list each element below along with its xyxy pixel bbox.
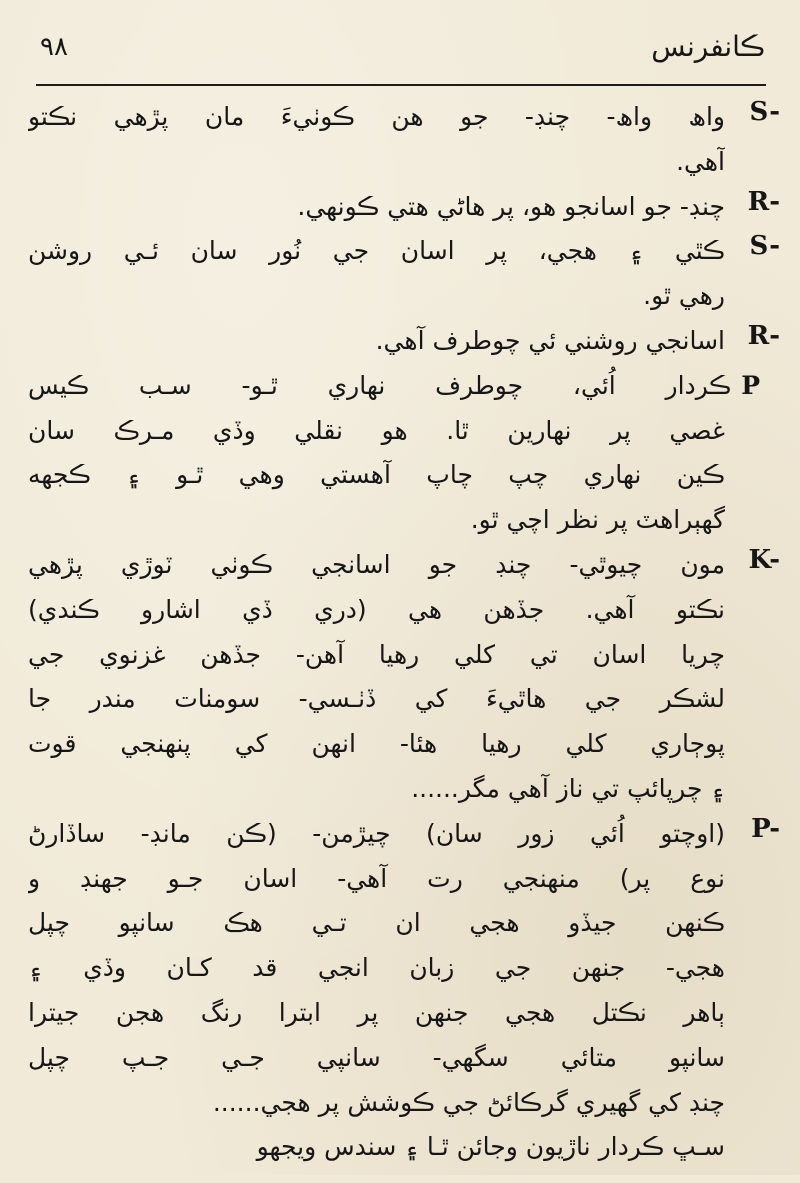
dialogue-text-content: لشڪر جي هاٿيءَ کي ڏٺـسي- سومنات مندر جا (28, 684, 725, 714)
speaker-label: K- (748, 545, 780, 575)
dialogue-text-content: ۽ چرپائپ تي ناز آهي مگر...... (411, 774, 725, 803)
dialogue-text (28, 859, 725, 899)
dialogue-text-content: چنڊ کي گهيري گرڪائڻ جي ڪوشش پر هجي...... (212, 1087, 725, 1117)
dialogue-text-content: اسانجي روشني ئي چوطرف آهي. (375, 326, 725, 355)
dialogue-text-content: گهٻراهٽ پر نظر اچي ٿو. (470, 505, 725, 535)
dialogue-text (28, 724, 725, 764)
dialogue-text (28, 500, 725, 540)
dialogue-text (28, 545, 725, 585)
header-rule (36, 84, 766, 86)
dialogue-text (28, 590, 725, 630)
dialogue-text-content: (اوچتو اُئي زور سان) چيڙمن- (ڪن مانڊ- ساڏارڻ (28, 818, 725, 848)
dialogue-text (28, 187, 725, 227)
dialogue-text-content: چريا اسان تي کلي رهيا آهن- جڏهن غزنوي جي (28, 639, 725, 669)
speaker-marker: P (741, 370, 760, 400)
dialogue-text-content: ٻاهر نڪتل هجي جنهن پر ابترا رنگ هجن جيترا (28, 998, 725, 1027)
dialogue-text (28, 1083, 725, 1123)
dialogue-text-content: غصي پر نهارين ٿا. هو نقلي وڏي مـرڪ سان (28, 415, 725, 445)
dialogue-text (28, 276, 725, 316)
dialogue-text-content: سانپو متائي سگهي- سانپي جـي جـپ چپل (28, 1042, 725, 1072)
dialogue-text (28, 142, 725, 182)
dialogue-text-content: پوڄاري کلي رهيا هئا- انهن کي پنهنجي قوت (28, 729, 725, 759)
page-number: ٩٨ (40, 32, 68, 62)
dialogue-text-content: آهي. (676, 146, 725, 176)
dialogue-text-content: نوع پر) منهنجي رت آهي- اسان جـو جهنڊ و (28, 863, 725, 893)
dialogue-text (28, 948, 725, 988)
dialogue-text (28, 1127, 725, 1167)
speaker-label: R- (747, 186, 780, 217)
dialogue-text (28, 455, 725, 495)
dialogue-text-content: ڪنهن جيڏو هجي ان تـي هڪ سانپو چپل (28, 908, 725, 938)
running-title: ڪانفرنس (651, 30, 765, 63)
dialogue-text-content: هجي- جنهن جي زبان انجي قد کـان وڏي ۽ (28, 953, 725, 983)
speaker-label: S- (749, 97, 780, 127)
dialogue-text (28, 814, 725, 854)
dialogue-text-content: سـڀ ڪردار ناڙيون وجائن ٿـا ۽ سندس ويجهو (256, 1132, 725, 1162)
dialogue-text-content: چنڊ- جو اسانجو هو، پر هاڻي هتي ڪونهي. (297, 191, 725, 221)
dialogue-text (28, 903, 725, 943)
dialogue-text (28, 769, 725, 809)
dialogue-text-content: ڪٿي ۽ هجي، پر اسان جي نُور سان ئـي روشن (28, 236, 725, 266)
speaker-label: R- (747, 321, 780, 351)
dialogue-text (28, 635, 725, 675)
page-header (40, 28, 765, 78)
speaker-label: P- (751, 813, 780, 844)
dialogue-text-content: رهي ٿو. (643, 281, 725, 311)
dialogue-text (28, 1038, 725, 1078)
dialogue-text (28, 321, 725, 361)
dialogue-text (28, 97, 725, 137)
dialogue-text (28, 411, 725, 451)
speaker-label: S- (749, 231, 780, 262)
dialogue-text (28, 679, 725, 719)
dialogue-text-content: واھ واھ- چنڊ- جو ھن ڪوٺيءَ مان پڙهي نڪتو (28, 102, 725, 131)
dialogue-text (28, 993, 725, 1033)
dialogue-text (28, 366, 760, 406)
dialogue-text-content: مون چيوٿي- چنڊ جو اسانجي ڪوٺي ٽوڙي پڙهي (28, 550, 725, 579)
dialogue-text-content: نڪتو آهي. جڏهن هي (دري ڏي اشارو ڪندي) (28, 594, 725, 624)
dialogue-text-content: ڪردار اُئي، چوطرف نهاري ٿـو- سـب ڪيس (28, 370, 732, 400)
dialogue-text-content: ڪين نهاري چپ چاپ آهستي وهي ٿـو ۽ ڪجهه (28, 460, 725, 490)
dialogue-text (28, 231, 725, 271)
